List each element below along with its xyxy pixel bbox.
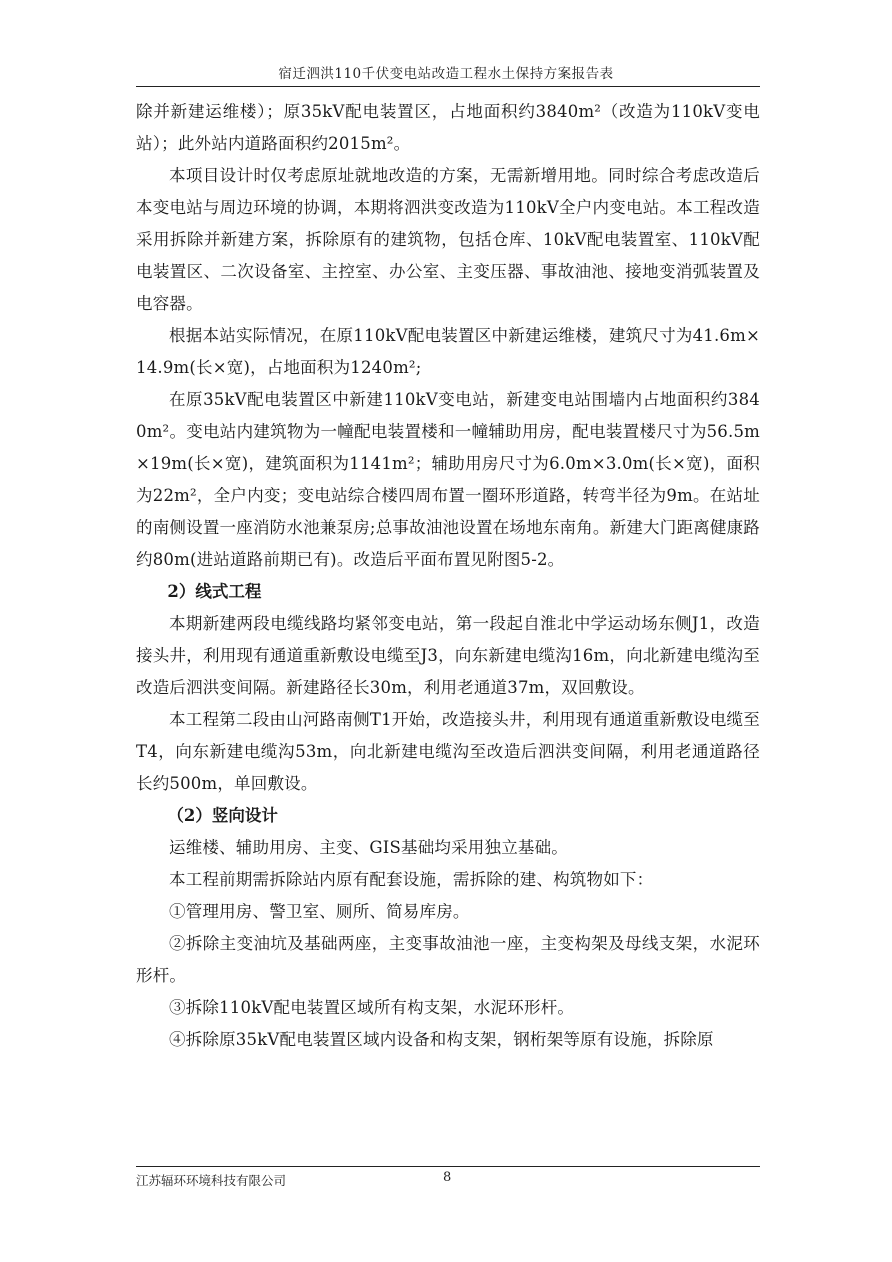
footer-company-name: 江苏辐环环境科技有限公司 [136, 1173, 287, 1188]
paragraph-renovation-plan: 本项目设计时仅考虑原址就地改造的方案，无需新增用地。同时综合考虑改造后本变电站与周边环境的协调，本期将泗洪变改造为110kV全户内变电站。本工程改造采用拆除并新建方案，拆除原有的建筑物，包括仓库、10kV配电装置室、110kV配电装置区、二次设备室、主控室、办公室、主变压器、事故油池、接地变消弧装置及电容器。 [136, 166, 760, 313]
list-item-demolition-2: ②拆除主变油坑及基础两座，主变事故油池一座，主变构架及母线支架，水泥环形杆。 [136, 934, 760, 985]
paragraph-continuation: 除并新建运维楼）；原35kV配电装置区，占地面积约3840m²（改造为110kV变电站）；此外站内道路面积约2015m²。 [136, 102, 760, 153]
paragraph-foundations: 运维楼、辅助用房、主变、GIS基础均采用独立基础。 [169, 838, 569, 857]
list-item-demolition-3: ③拆除110kV配电装置区域所有构支架，水泥环形杆。 [169, 998, 575, 1017]
page-number: 8 [443, 1170, 452, 1185]
document-body [136, 96, 760, 1056]
paragraph-demolition-intro: 本工程前期需拆除站内原有配套设施，需拆除的建、构筑物如下： [169, 870, 654, 889]
document-header-title: 宿迁泗洪110千伏变电站改造工程水土保持方案报告表 [278, 66, 614, 82]
list-item-demolition-4: ④拆除原35kV配电装置区域内设备和构支架，钢桁架等原有设施，拆除原 [169, 1030, 714, 1049]
header-rule [136, 86, 760, 87]
list-item-demolition-1: ①管理用房、警卫室、厕所、简易库房。 [169, 902, 470, 921]
section-heading-vertical-design: （2）竖向设计 [167, 806, 278, 825]
paragraph-maintenance-building: 根据本站实际情况，在原110kV配电装置区中新建运维楼，建筑尺寸为41.6m×14.9m(长×宽)，占地面积为1240m²; [136, 326, 760, 377]
footer-rule [136, 1166, 760, 1167]
paragraph-cable-section-one: 本期新建两段电缆线路均紧邻变电站，第一段起自淮北中学运动场东侧J1，改造接头井，利用现有通道重新敷设电缆至J3，向东新建电缆沟16m，向北新建电缆沟至改造后泗洪变间隔。新建路径长30m，利用老通道37m，双回敷设。 [136, 614, 760, 697]
section-heading-line-works: 2）线式工程 [167, 582, 262, 601]
paragraph-cable-section-two: 本工程第二段由山河路南侧T1开始，改造接头井，利用现有通道重新敷设电缆至T4，向东新建电缆沟53m，向北新建电缆沟至改造后泗洪变间隔，利用老通道路径长约500m，单回敷设。 [136, 710, 760, 793]
paragraph-new-substation: 在原35kV配电装置区中新建110kV变电站，新建变电站围墙内占地面积约3840m²。变电站内建筑物为一幢配电装置楼和一幢辅助用房，配电装置楼尺寸为56.5m×19m(长×宽)，建筑面积为1141m²；辅助用房尺寸为6.0m×3.0m(长×宽)，面积为22m²，全户内变；变电站综合楼四周布置一圈环形道路，转弯半径为9m。在站址的南侧设置一座消防水池兼泵房;总事故油池设置在场地东南角。新建大门距离健康路约80m(进站道路前期已有)。改造后平面布置见附图5-2。 [136, 390, 760, 569]
